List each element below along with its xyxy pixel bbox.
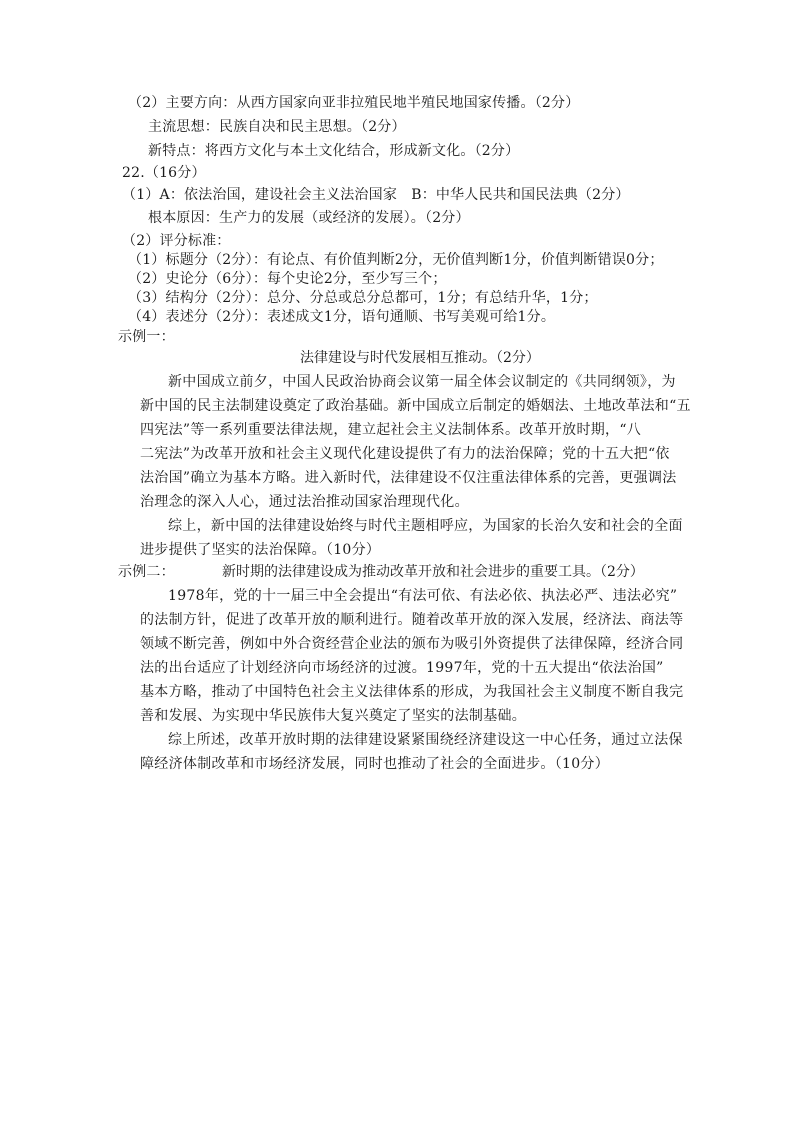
q22-part1-line2: 根本原因：生产力的发展（或经济的发展）。（2分） (148, 210, 470, 226)
example2-title: 新时期的法律建设成为推动改革开放和社会进步的重要工具。（2分） (222, 564, 644, 580)
q21-part2-line2: 主流思想：民族自决和民主思想。（2分） (148, 119, 406, 135)
example1-para1-line: 治理念的深入人心，通过法治推动国家治理现代化。 (140, 494, 469, 510)
q22-header: 22.（16分） (122, 165, 206, 181)
criteria-item: （2）史论分（6分）：每个史论2分，至少写三个； (128, 271, 447, 287)
example1-para1-line: 四宪法”等一系列重要法律法规，建立起社会主义法制体系。改革开放时期，“八 (140, 422, 642, 438)
example2-para1-line: 领域不断完善，例如中外合资经营企业法的颁布为吸引外资提供了法律保障，经济合同 (140, 636, 684, 652)
example2-para1-line: 法的出台适应了计划经济向市场经济的过渡。1997年，党的十五大提出“依法治国” (140, 660, 664, 676)
example1-para1-line: 新中国的民主法制建设奠定了政治基础。新中国成立后制定的婚姻法、土地改革法和“五 (140, 398, 691, 414)
example1-para1-line: 新中国成立前夕，中国人民政治协商会议第一届全体会议制定的《共同纲领》，为 (168, 374, 676, 390)
example1-para2-line: 进步提供了坚实的法治保障。（10分） (140, 542, 381, 558)
example1-label: 示例一： (118, 329, 175, 345)
example1-para1-line: 二宪法”为改革开放和社会主义现代化建设提供了有力的法治保障；党的十五大把“依 (140, 446, 670, 462)
example2-para1-line: 1978年，党的十一届三中全会提出“有法可依、有法必依、执法必严、违法必究” (168, 588, 678, 604)
q21-part2-line1: （2）主要方向：从西方国家向亚非拉殖民地半殖民地国家传播。（2分） (128, 95, 580, 111)
example2-para2-line: 综上所述，改革开放时期的法律建设紧紧围绕经济建设这一中心任务，通过立法保 (168, 732, 683, 748)
example1-title: 法律建设与时代发展相互推动。（2分） (300, 350, 540, 366)
example2-para1-line: 基本方略，推动了中国特色社会主义法律体系的形成，为我国社会主义制度不断自我完 (140, 684, 684, 700)
example1-para1-line: 法治国”确立为基本方略。进入新时代，法律建设不仅注重法律体系的完善，更强调法 (140, 470, 677, 486)
example1-para2-line: 综上，新中国的法律建设始终与时代主题相呼应，为国家的长治久安和社会的全面 (168, 518, 683, 534)
example2-para1-line: 善和发展、为实现中华民族伟大复兴奠定了坚实的法制基础。 (140, 708, 527, 724)
criteria-item: （1）标题分（2分）：有论点、有价值判断2分，无价值判断1分，价值判断错误0分； (128, 252, 664, 268)
criteria-item: （3）结构分（2分）：总分、分总或总分总都可，1分；有总结升华，1分； (128, 290, 598, 306)
q22-part2-header: （2）评分标准： (122, 233, 231, 249)
criteria-item: （4）表述分（2分）：表述成文1分，语句通顺、书写美观可给1分。 (128, 309, 556, 325)
example2-label: 示例二： (118, 564, 175, 580)
q22-part1-line1: （1）A：依法治国，建设社会主义法治国家 B：中华人民共和国民法典（2分） (122, 187, 630, 203)
example2-para1-line: 的法制方针，促进了改革开放的顺利进行。随着改革开放的深入发展，经济法、商法等 (140, 612, 684, 628)
q21-part2-line3: 新特点：将西方文化与本土文化结合，形成新文化。（2分） (148, 143, 520, 159)
example2-para2-line: 障经济体制改革和市场经济发展，同时也推动了社会的全面进步。（10分） (140, 756, 610, 772)
